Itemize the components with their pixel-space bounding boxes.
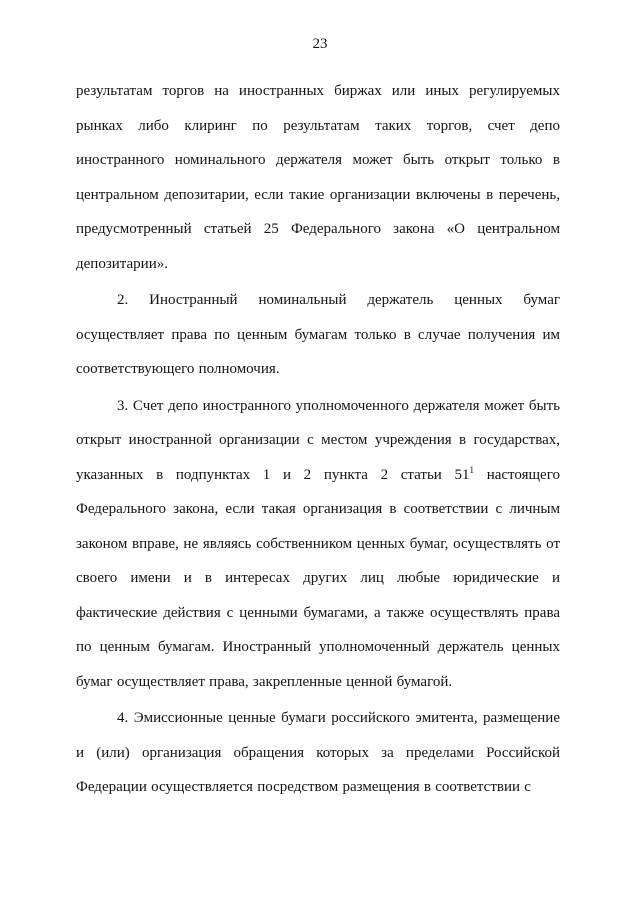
superscript-article-index: 1 — [469, 464, 475, 475]
paragraph-3-text-end: настоящего Федерального закона, если такая организация в соответствии с личным законом вправе, не являясь собственником ценных бумаг, осуществлять от своего имени и в интересах других лиц любые юридические и фактические действия с ценными бумагами, а также осуществлять права по ценным бумагам. Иностранный уполномоченный держатель ценных бумаг осуществляет права, закрепленные ценной бумагой. — [76, 466, 560, 690]
paragraph-3-text-start: 3. Счет депо иностранного уполномоченного держателя может быть открыт иностранной организации с местом учреждения в государствах, указанных в подпунктах 1 и 2 пункта 2 статьи 51 — [76, 397, 560, 483]
paragraph-2: 2. Иностранный номинальный держатель ценных бумаг осуществляет права по ценным бумагам только в случае получения им соответствующего полномочия. — [76, 292, 560, 377]
paragraph-4: 4. Эмиссионные ценные бумаги российского эмитента, размещение и (или) организация обращения которых за пределами Российской Федерации осуществляется посредством размещения в соответствии с — [76, 710, 560, 795]
paragraph-3 — [76, 389, 560, 700]
page-number: 23 — [312, 36, 328, 52]
document-body — [76, 74, 560, 805]
paragraph-continuation: результатам торгов на иностранных биржах или иных регулируемых рынках либо клиринг по результатам таких торгов, счет депо иностранного номинального держателя может быть открыт только в центральном депозитарии, если такие организации включены в перечень, предусмотренный статьей 25 Федерального закона «О центральном депозитарии». — [76, 83, 560, 272]
